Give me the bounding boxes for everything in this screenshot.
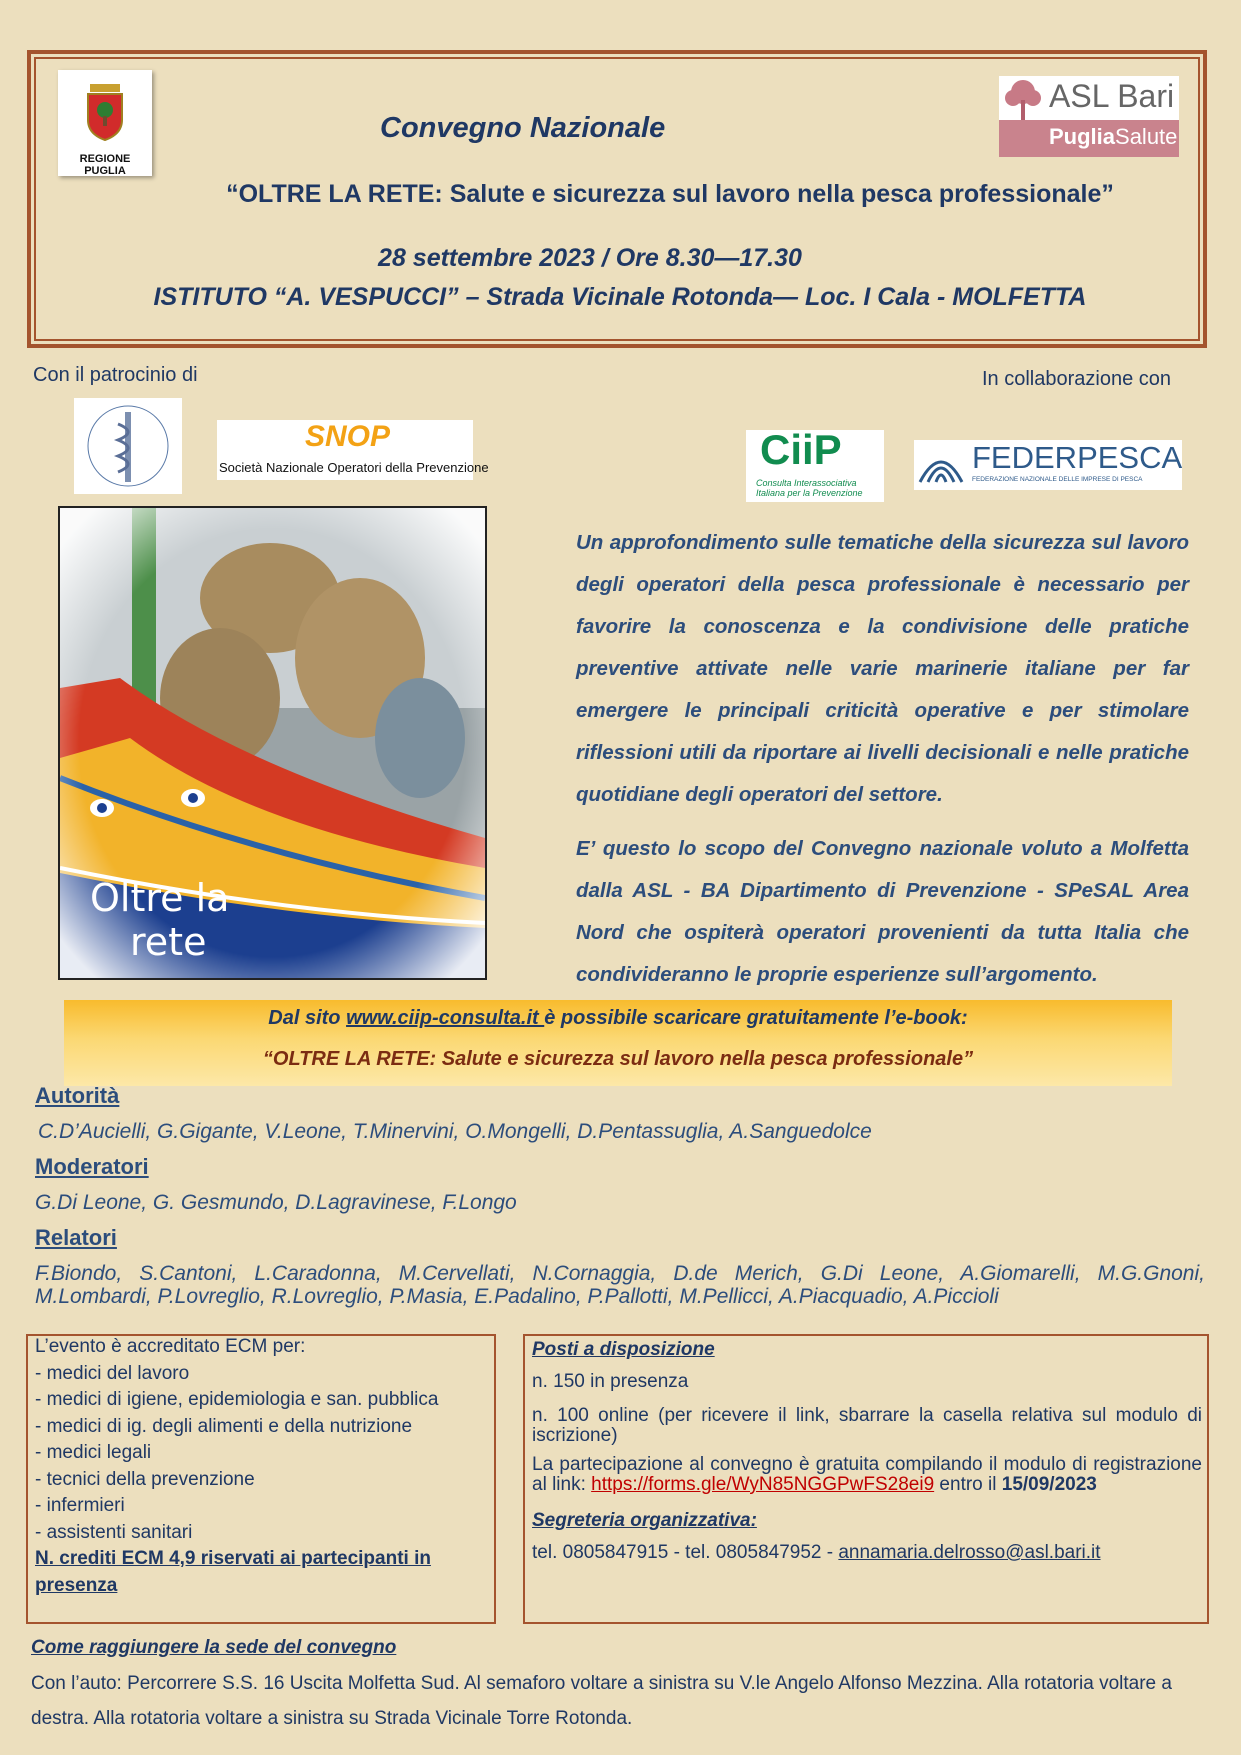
page-title: Convegno Nazionale — [380, 112, 666, 144]
ecm-item: - infermieri — [35, 1495, 125, 1516]
ebook-suffix: è possibile scaricare gratuitamente l’e-book: — [544, 1007, 968, 1029]
ciip-logo — [746, 426, 884, 502]
asl-bari-logo — [999, 76, 1179, 157]
autorita-list: C.D’Aucielli, G.Gigante, V.Leone, T.Minervini, O.Mongelli, D.Pentassuglia, A.Sanguedolce — [38, 1120, 872, 1143]
description-paragraph-1: Un approfondimento sulle tematiche della sicurezza sul lavoro degli operatori della pesca professionale è necessario per favorire la conoscenza e la condivisione delle pratiche preventive attivate nelle varie marinerie italiane per far emergere le principali criticità operative e per stimolare riflessioni utili da riportare ai livelli decisionali e nelle pratiche quotidiane degli operatori del settore. — [576, 531, 1189, 806]
collaboration-label: In collaborazione con — [982, 368, 1172, 390]
federpesca-mark: FEDERPESCA — [972, 440, 1183, 475]
regione-crest-icon — [58, 70, 152, 150]
ecm-item: - assistenti sanitari — [35, 1521, 193, 1543]
directions-heading: Come raggiungere la sede del convegno — [31, 1637, 397, 1658]
relatori-list: F.Biondo, S.Cantoni, L.Caradonna, M.Cervellati, N.Cornaggia, D.de Merich, G.Di Leone, A.Giomarelli, M.G.Gnoni, M.Lombardi, P.Lovreglio, R.Lovreglio, P.Masia, E.Padalino, P.Pallotti, M.Pellicci, A.Piacquadio, A.Piccioli — [35, 1262, 1205, 1308]
directions-text: Con l’auto: Percorrere S.S. 16 Uscita Molfetta Sud. Al semaforo voltare a sinistra su V.le Angelo Alfonso Mezzina. Alla rotatoria voltare a destra. Alla rotatoria voltare a sinistra su Strada Vicinale Torre Rotonda. — [31, 1673, 1172, 1729]
ecm-item: - medici del lavoro — [35, 1362, 190, 1384]
description-paragraph-2: E’ questo lo scopo del Convegno nazionale voluto a Molfetta dalla ASL - BA Dipartimento di Prevenzione - SPeSAL Area Nord che ospiterà operatori provenienti da tutta Italia che condivideranno le proprie esperienze sull’argomento. — [576, 837, 1189, 986]
registration-link[interactable]: https://forms.gle/WyN85NGGPwFS28ei9 — [591, 1474, 935, 1495]
iss-logo — [74, 398, 182, 494]
federpesca-sub: FEDERAZIONE NAZIONALE DELLE IMPRESE DI PESCA — [972, 476, 1143, 483]
ecm-intro: L’evento è accreditato ECM per: — [35, 1336, 306, 1357]
tree-icon — [1001, 78, 1045, 122]
federpesca-emblem-icon — [916, 442, 966, 486]
conference-date-time: 28 settembre 2023 / Ore 8.30—17.30 — [378, 244, 802, 272]
iss-seal-icon — [74, 398, 182, 494]
description — [576, 522, 1189, 1008]
ecm-item: - tecnici della prevenzione — [35, 1468, 255, 1490]
snop-mark: SNOP — [305, 420, 391, 453]
ciip-line1: Consulta Interassociativa — [756, 478, 857, 488]
asl-salute-label: Salute — [1115, 124, 1178, 149]
regione-label: REGIONE PUGLIA — [79, 153, 131, 177]
registration-intro: La partecipazione al convegno è gratuita compilando il modulo di registrazione al link: — [532, 1454, 1202, 1495]
email-link[interactable]: annamaria.delrosso@asl.bari.it — [838, 1542, 1101, 1563]
segreteria-contacts — [532, 1543, 1202, 1563]
posti-content — [532, 1340, 1202, 1572]
ecm-item: - medici legali — [35, 1442, 152, 1463]
ecm-item: - medici di ig. degli alimenti e della nutrizione — [35, 1415, 413, 1437]
ebook-line — [64, 1007, 1172, 1030]
ciip-mark: CiiP — [760, 426, 842, 473]
ciip-line2: Italiana per la Prevenzione — [756, 488, 863, 498]
registration-mid: entro il — [934, 1474, 1002, 1495]
conference-subtitle: “OLTRE LA RETE: Salute e sicurezza sul lavoro nella pesca professionale” — [226, 180, 1114, 208]
snop-logo — [217, 420, 489, 480]
registration-deadline: 15/09/2023 — [1001, 1474, 1097, 1495]
asl-puglia-label: Puglia — [1049, 124, 1116, 149]
conference-venue: ISTITUTO “A. VESPUCCI” – Strada Vicinale Rotonda— Loc. I Cala - MOLFETTA — [153, 283, 1087, 311]
photo-caption-line1: Oltre la — [90, 876, 230, 920]
autorita-heading: Autorità — [35, 1083, 120, 1108]
ebook-site-link[interactable]: www.ciip-consulta.it — [346, 1007, 545, 1029]
snop-name: Società Nazionale Operatori della Prevenzione — [219, 460, 489, 475]
regione-puglia-logo — [58, 70, 152, 176]
phone-numbers: tel. 0805847915 - tel. 0805847952 - — [532, 1542, 839, 1563]
ebook-prefix: Dal sito — [268, 1007, 347, 1029]
boat-photo — [58, 506, 487, 980]
ebook-title: “OLTRE LA RETE: Salute e sicurezza sul lavoro nella pesca professionale” — [262, 1048, 974, 1070]
asl-bari-label: ASL Bari — [1049, 78, 1175, 114]
moderatori-heading: Moderatori — [35, 1154, 149, 1179]
photo-caption-line2: rete — [130, 920, 207, 964]
posti-heading: Posti a disposizione — [532, 1339, 715, 1360]
posti-presenza: n. 150 in presenza — [532, 1371, 689, 1392]
federpesca-logo — [914, 440, 1182, 490]
ecm-credits: N. crediti ECM 4,9 riservati ai partecipanti in presenza — [35, 1548, 431, 1596]
moderatori-list: G.Di Leone, G. Gesmundo, D.Lagravinese, F.Longo — [35, 1191, 517, 1214]
ecm-content — [35, 1334, 490, 1599]
patronage-label: Con il patrocinio di — [33, 364, 198, 386]
relatori-heading: Relatori — [35, 1225, 117, 1250]
ecm-item: - medici di igiene, epidemiologia e san. pubblica — [35, 1389, 439, 1410]
posti-online: n. 100 online (per ricevere il link, sbarrare la casella relativa sul modulo di iscrizione) — [532, 1405, 1202, 1446]
segreteria-heading: Segreteria organizzativa: — [532, 1510, 757, 1531]
registration-text — [532, 1455, 1202, 1495]
